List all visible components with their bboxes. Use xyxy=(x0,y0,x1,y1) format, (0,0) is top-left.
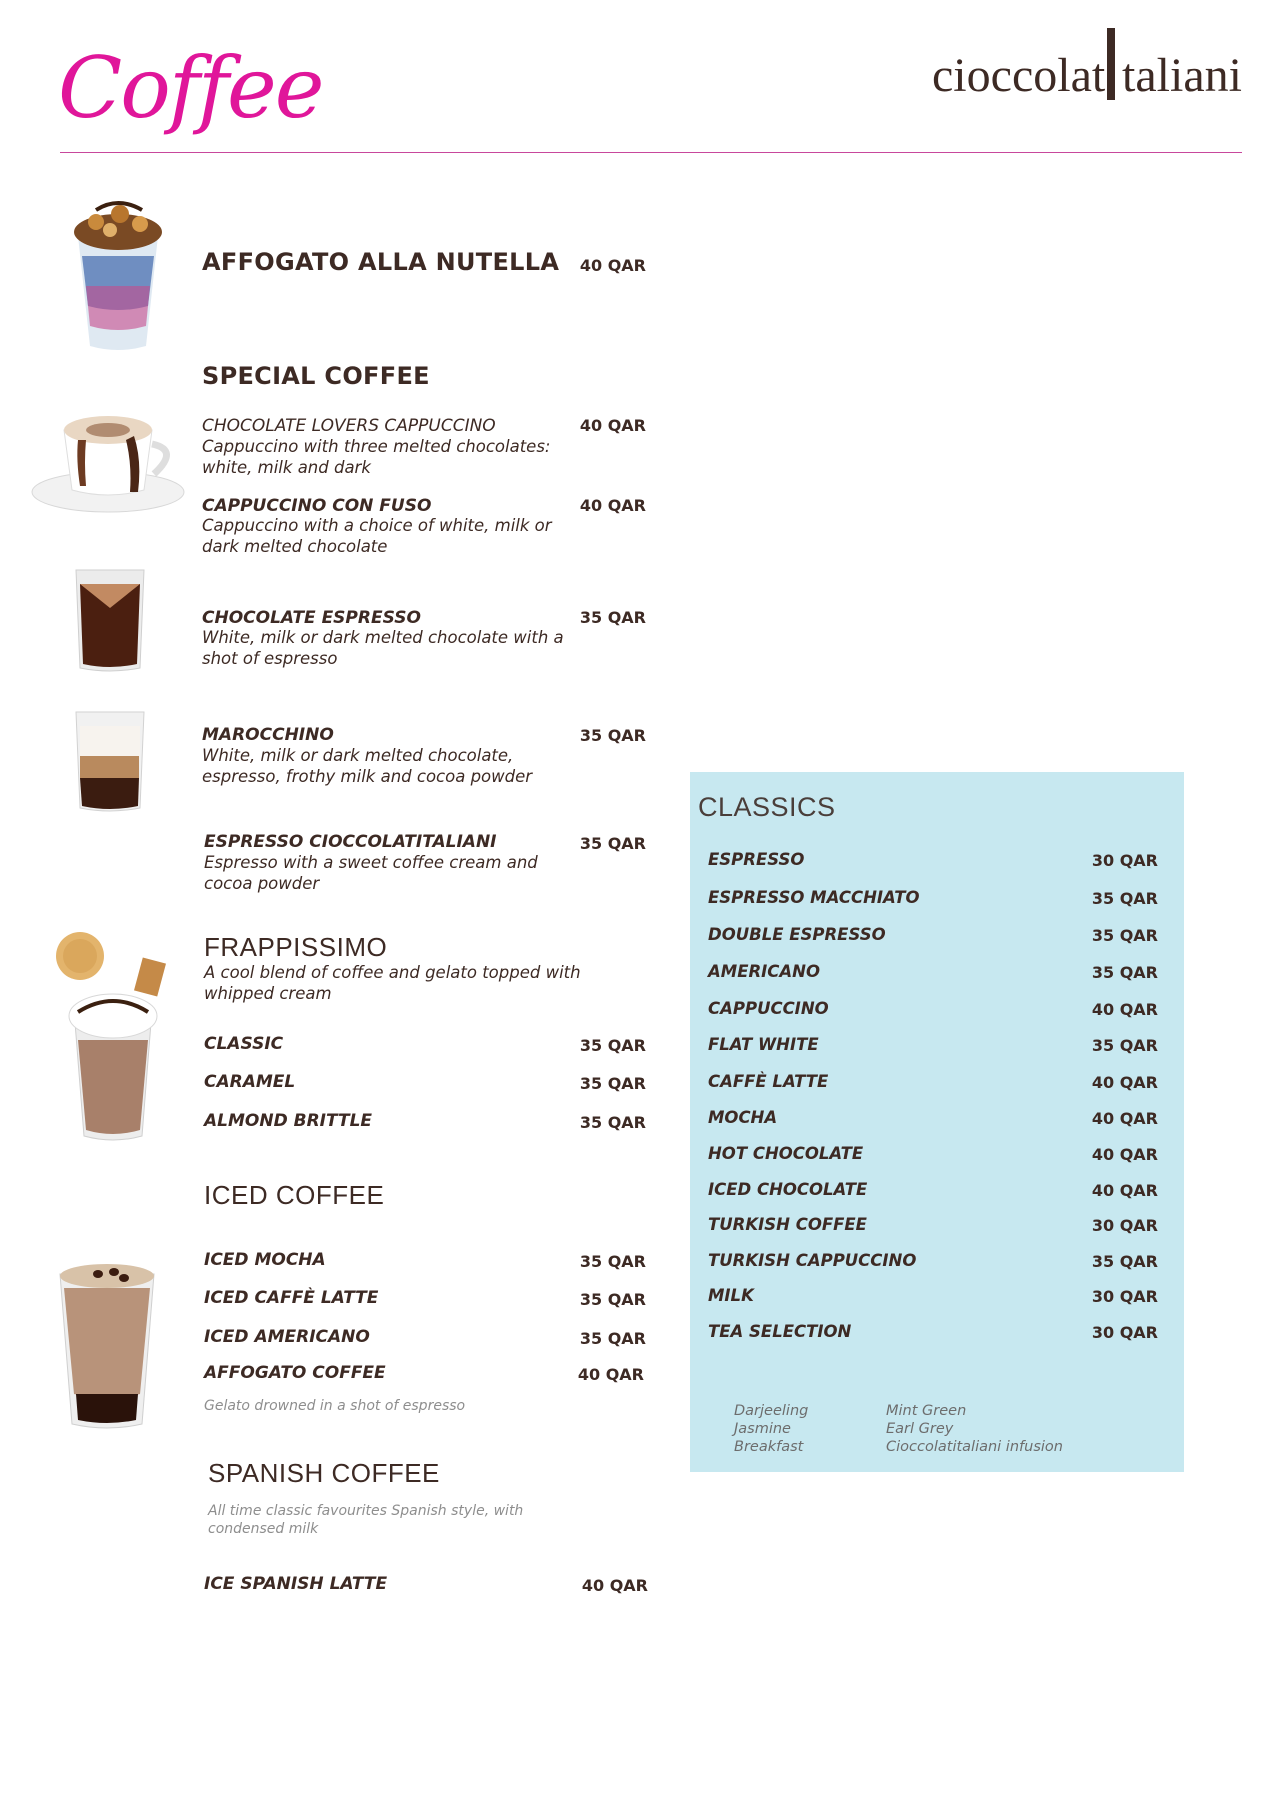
menu-item-price: 35 QAR xyxy=(579,834,646,853)
brand-logo-bar xyxy=(1107,28,1115,100)
marocchino-image xyxy=(70,706,150,816)
menu-item-price: 35 QAR xyxy=(579,1036,646,1055)
menu-item-description xyxy=(202,745,582,787)
classics-heading: CLASSICS xyxy=(698,792,836,822)
brand-logo xyxy=(932,18,1244,104)
menu-item-name: CLASSIC xyxy=(204,1034,284,1054)
tea-item: Mint Green xyxy=(886,1403,967,1419)
classics-item-name: MOCHA xyxy=(708,1108,778,1127)
menu-item-description xyxy=(204,852,584,894)
menu-item-price: 35 QAR xyxy=(579,1329,646,1348)
classics-item-price: 35 QAR xyxy=(1091,963,1158,982)
tea-list-right xyxy=(886,1402,1063,1456)
tea-item: Cioccolatitaliani infusion xyxy=(886,1439,1063,1455)
classics-item-price: 35 QAR xyxy=(1091,1036,1158,1055)
classics-item-price: 40 QAR xyxy=(1091,1145,1158,1164)
menu-item-name: ICE SPANISH LATTE xyxy=(204,1574,388,1594)
spanish-coffee-heading: SPANISH COFFEE xyxy=(208,1458,440,1488)
classics-item-name: ICED CHOCOLATE xyxy=(708,1180,868,1199)
menu-item-price: 35 QAR xyxy=(579,608,646,627)
classics-item-price: 30 QAR xyxy=(1091,1287,1158,1306)
classics-item-price: 35 QAR xyxy=(1091,926,1158,945)
classics-item-name: TURKISH COFFEE xyxy=(708,1215,867,1234)
menu-item-name: AFFOGATO COFFEE xyxy=(204,1363,386,1383)
classics-item-name: TEA SELECTION xyxy=(708,1322,852,1341)
description-line: espresso, frothy milk and cocoa powder xyxy=(202,767,533,786)
classics-item-price: 30 QAR xyxy=(1091,851,1158,870)
menu-item-price: 40 QAR xyxy=(581,1576,648,1595)
chocolate-cappuccino-image xyxy=(30,400,186,516)
tea-item: Breakfast xyxy=(734,1439,804,1455)
classics-item-name: HOT CHOCOLATE xyxy=(708,1144,864,1163)
menu-item-name: CHOCOLATE ESPRESSO xyxy=(202,608,421,628)
classics-item-name: CAPPUCCINO xyxy=(708,999,829,1018)
menu-item-price: 40 QAR xyxy=(577,1365,644,1384)
menu-item-price: 35 QAR xyxy=(579,1252,646,1271)
page-title: Coffee xyxy=(58,39,323,137)
description-line: A cool blend of coffee and gelato topped with xyxy=(204,963,581,982)
classics-item-name: MILK xyxy=(708,1286,754,1305)
classics-item-price: 35 QAR xyxy=(1091,889,1158,908)
description-line: All time classic favourites Spanish style, with xyxy=(208,1503,524,1519)
frappissimo-heading: FRAPPISSIMO xyxy=(204,932,388,962)
classics-item-name: DOUBLE ESPRESSO xyxy=(708,925,886,944)
menu-item-name: ICED AMERICANO xyxy=(204,1327,370,1347)
classics-item-price: 40 QAR xyxy=(1091,1109,1158,1128)
tea-item: Jasmine xyxy=(734,1421,791,1437)
menu-item-name: ICED CAFFÈ LATTE xyxy=(204,1288,379,1308)
classics-item-price: 40 QAR xyxy=(1091,1073,1158,1092)
frappissimo-image xyxy=(48,930,178,1150)
menu-item-name: CHOCOLATE LOVERS CAPPUCCINO xyxy=(202,416,496,436)
menu-item-name: ICED MOCHA xyxy=(204,1250,326,1270)
description-line: White, milk or dark melted chocolate, xyxy=(202,746,514,765)
classics-item-name: FLAT WHITE xyxy=(708,1035,819,1054)
brand-logo-right: taliani xyxy=(1122,49,1242,102)
title-divider xyxy=(60,152,1242,153)
tea-list-left xyxy=(734,1402,808,1456)
frappissimo-description xyxy=(204,962,624,1004)
description-line: Espresso with a sweet coffee cream and xyxy=(204,853,538,872)
description-line: condensed milk xyxy=(208,1521,319,1537)
menu-item-name: ESPRESSO CIOCCOLATITALIANI xyxy=(204,832,497,852)
menu-item-price: 40 QAR xyxy=(579,416,646,435)
iced-coffee-heading: ICED COFFEE xyxy=(204,1180,385,1210)
description-line: Cappuccino with three melted chocolates: xyxy=(202,437,551,456)
description-line: dark melted chocolate xyxy=(202,537,388,556)
affogato-coffee-note: Gelato drowned in a shot of espresso xyxy=(204,1398,466,1414)
tea-item: Darjeeling xyxy=(734,1403,809,1419)
iced-coffee-image xyxy=(54,1254,160,1434)
menu-item-price: 35 QAR xyxy=(579,1113,646,1132)
menu-item-description xyxy=(202,436,582,478)
affogato-nutella-image xyxy=(66,196,170,356)
classics-item-price: 30 QAR xyxy=(1091,1216,1158,1235)
description-line: white, milk and dark xyxy=(202,458,371,477)
description-line: Cappuccino with a choice of white, milk or xyxy=(202,516,552,535)
menu-item-name: CARAMEL xyxy=(204,1072,296,1092)
tea-item: Earl Grey xyxy=(886,1421,954,1437)
description-line: White, milk or dark melted chocolate with a xyxy=(202,628,564,647)
affogato-nutella-price: 40 QAR xyxy=(579,256,646,275)
classics-item-price: 40 QAR xyxy=(1091,1000,1158,1019)
description-line: shot of espresso xyxy=(202,649,338,668)
menu-item-price: 40 QAR xyxy=(579,496,646,515)
classics-item-name: ESPRESSO MACCHIATO xyxy=(708,888,920,907)
classics-item-name: ESPRESSO xyxy=(708,850,805,869)
menu-item-price: 35 QAR xyxy=(579,726,646,745)
menu-item-description xyxy=(202,627,582,669)
spanish-coffee-description xyxy=(208,1502,548,1538)
menu-item-price: 35 QAR xyxy=(579,1290,646,1309)
chocolate-espresso-image xyxy=(70,564,150,676)
description-line: whipped cream xyxy=(204,984,332,1003)
special-coffee-heading: SPECIAL COFFEE xyxy=(202,362,430,390)
menu-item-price: 35 QAR xyxy=(579,1074,646,1093)
classics-item-name: CAFFÈ LATTE xyxy=(708,1072,829,1091)
menu-item-description xyxy=(202,515,582,557)
classics-item-price: 30 QAR xyxy=(1091,1323,1158,1342)
description-line: cocoa powder xyxy=(204,874,320,893)
classics-item-price: 40 QAR xyxy=(1091,1181,1158,1200)
classics-item-name: TURKISH CAPPUCCINO xyxy=(708,1251,917,1270)
menu-item-name: CAPPUCCINO CON FUSO xyxy=(202,496,432,516)
menu-item-name: MAROCCHINO xyxy=(202,725,334,745)
classics-item-price: 35 QAR xyxy=(1091,1252,1158,1271)
brand-logo-left: cioccolat xyxy=(932,49,1106,102)
classics-item-name: AMERICANO xyxy=(708,962,821,981)
affogato-nutella-name: AFFOGATO ALLA NUTELLA xyxy=(202,248,560,276)
menu-item-name: ALMOND BRITTLE xyxy=(204,1111,373,1131)
